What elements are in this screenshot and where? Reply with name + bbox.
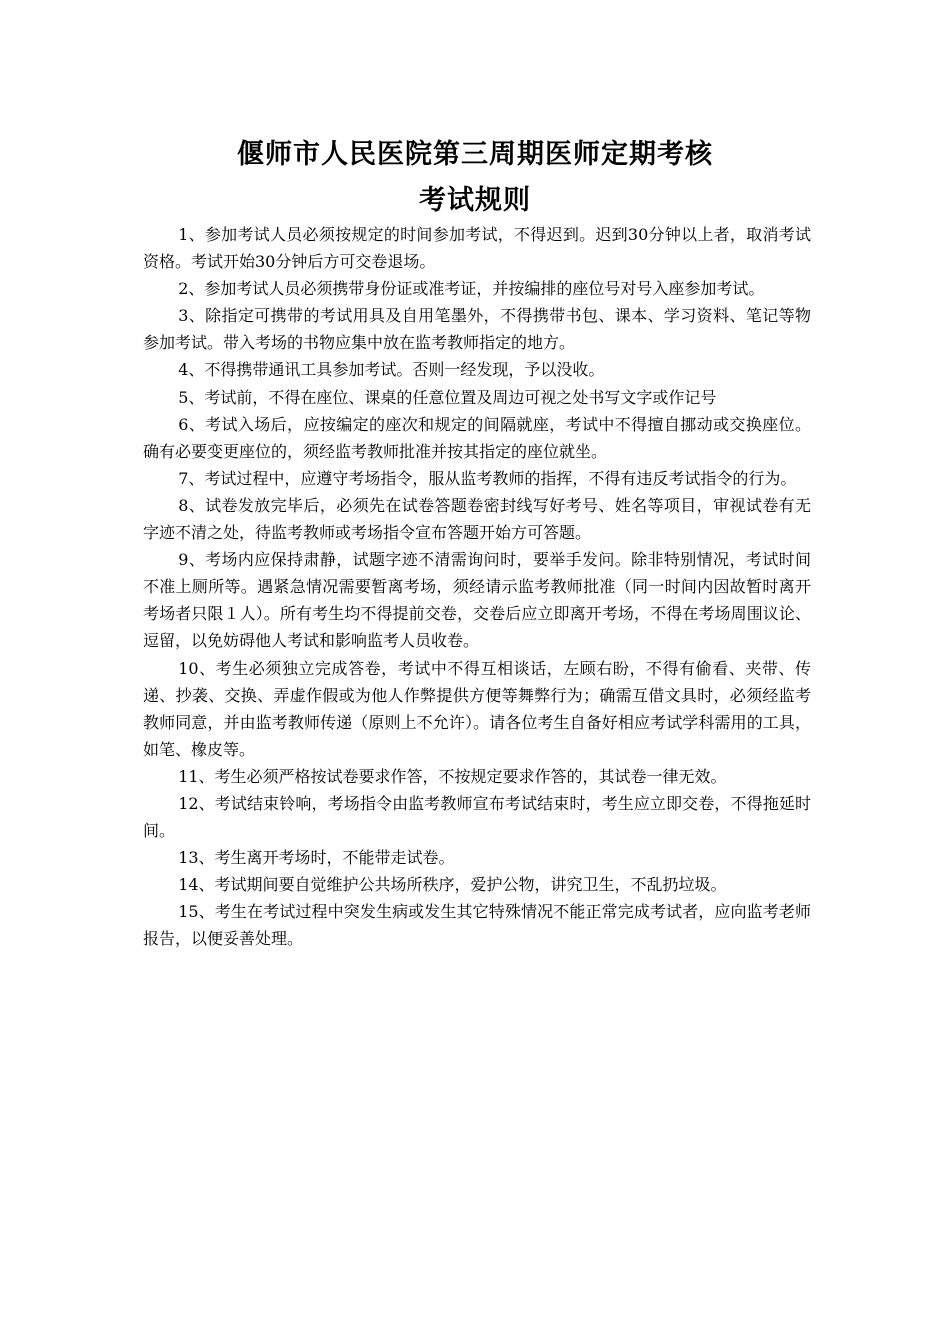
rule-item-8: 8、试卷发放完毕后，必须先在试卷答题卷密封线写好考号、姓名等项目，审视试卷有无字迹不清之处，待监考教师或考场指令宣布答题开始方可答题。 [143,495,811,543]
rule-item-9: 9、考场内应保持肃静，试题字迹不清需询问时，要举手发问。除非特别情况，考试时间不准上厕所等。遇紧急情况需要暂离考场，须经请示监考教师批准（同一时间内因故暂时离开考场者只限１人）。所有考生均不得提前交卷，交卷后应立即离开考场，不得在考场周围议论、逗留，以免妨碍他人考试和影响监考人员收卷。 [143,550,811,651]
rule-item-11: 11、考生必须严格按试卷要求作答，不按规定要求作答的，其试卷一律无效。 [178,766,727,786]
rule-item-12: 12、考试结束铃响，考场指令由监考教师宣布考试结束时，考生应立即交卷，不得拖延时间。 [143,793,811,841]
rule-item-13: 13、考生离开考场时，不能带走试卷。 [178,848,455,868]
rule-item-14: 14、考试期间要自觉维护公共场所秩序，爱护公物，讲究卫生，不乱扔垃圾。 [178,875,727,895]
document-subtitle: 考试规则 [419,185,531,216]
document-title: 偃师市人民医院第三周期医师定期考核 [237,139,713,170]
rule-item-4: 4、不得携带通讯工具参加考试。否则一经发现，予以没收。 [178,360,605,380]
rule-item-10: 10、考生必须独立完成答卷，考试中不得互相谈话，左顾右盼，不得有偷看、夹带、传递、抄袭、交换、弄虚作假或为他人作弊提供方便等舞弊行为；确需互借文具时，必须经监考教师同意，并由监考教师传递（原则上不允许）。请各位考生自备好相应考试学科需用的工具，如笔、橡皮等。 [143,658,811,759]
rule-item-2: 2、参加考试人员必须携带身份证或准考证，并按编排的座位号对号入座参加考试。 [178,279,765,299]
rule-item-6: 6、考试入场后，应按编定的座次和规定的间隔就座，考试中不得擅自挪动或交换座位。确有必要变更座位的，须经监考教师批准并按其指定的座位就坐。 [143,414,811,461]
rule-item-7: 7、考试过程中，应遵守考场指令，服从监考教师的指挥，不得有违反考试指令的行为。 [178,468,797,488]
rule-item-15: 15、考生在考试过程中突发生病或发生其它特殊情况不能正常完成考试者，应向监考老师报告，以便妥善处理。 [143,902,811,949]
rule-item-1: 1、参加考试人员必须按规定的时间参加考试，不得迟到。迟到30分钟以上者，取消考试资格。考试开始30分钟后方可交卷退场。 [143,225,811,272]
rules-list [143,221,811,953]
rule-item-5: 5、考试前，不得在座位、课桌的任意位置及周边可视之处书写文字或作记号 [178,387,717,407]
rule-item-3: 3、除指定可携带的考试用具及自用笔墨外，不得携带书包、课本、学习资料、笔记等物参加考试。带入考场的书物应集中放在监考教师指定的地方。 [143,306,811,353]
